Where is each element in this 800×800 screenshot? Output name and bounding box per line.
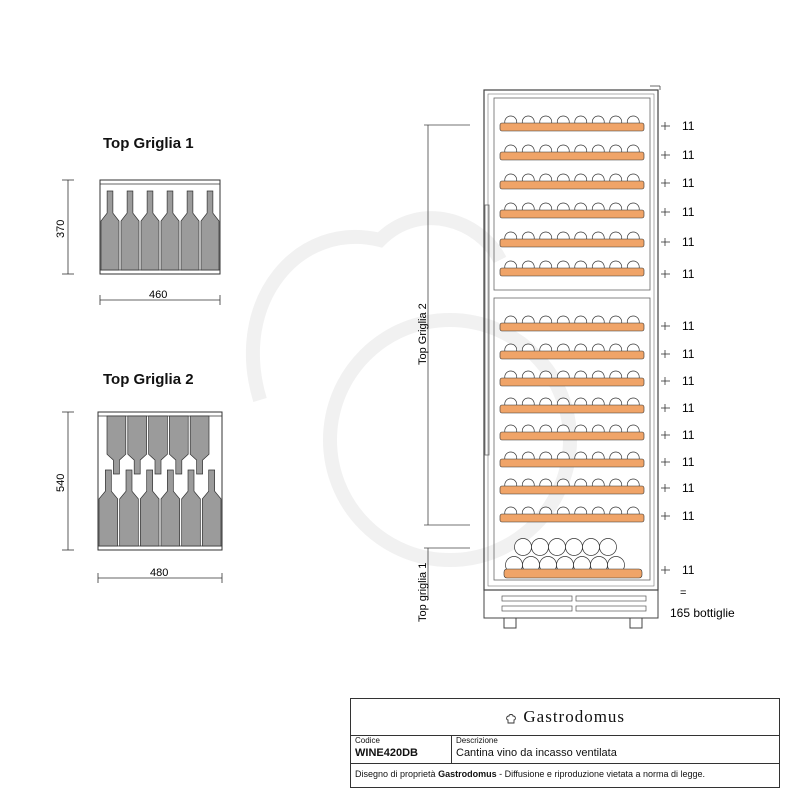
desc-value: Cantina vino da incasso ventilata bbox=[456, 747, 617, 759]
bottle bbox=[128, 416, 147, 474]
cabinet-plinth bbox=[484, 590, 658, 618]
shelf-rack bbox=[500, 239, 644, 247]
shelf-count: 11 bbox=[682, 563, 695, 577]
code-label: Codice bbox=[355, 736, 380, 745]
total-bottles: 165 bottiglie bbox=[670, 606, 735, 620]
grid1-title: Top Griglia 1 bbox=[103, 135, 194, 152]
shelf-count: 11 bbox=[682, 235, 695, 249]
shelf-count: 11 bbox=[682, 455, 695, 469]
shelf-rack bbox=[500, 378, 644, 386]
shelf bbox=[500, 203, 644, 218]
footer-post: - Diffusione e riproduzione vietata a norma di legge. bbox=[496, 769, 706, 779]
shelf bbox=[500, 507, 644, 522]
bottle bbox=[182, 470, 201, 546]
shelf-count: 11 bbox=[682, 374, 695, 388]
bottle bbox=[161, 470, 180, 546]
grid1-height-dim: 370 bbox=[55, 219, 67, 238]
code-cell bbox=[351, 735, 452, 763]
grid1-detail bbox=[55, 180, 220, 305]
bottle bbox=[201, 191, 219, 270]
footer-brand: Gastrodomus bbox=[438, 769, 497, 779]
shelf-rack bbox=[500, 323, 644, 331]
shelf-rack bbox=[500, 268, 644, 276]
cabinet-foot-left bbox=[504, 618, 516, 628]
desc-label: Descrizione bbox=[456, 736, 498, 745]
cabinet-label-grid2: Top Griglia 2 bbox=[417, 303, 429, 365]
bottle-end bbox=[515, 539, 532, 556]
shelf bbox=[500, 145, 644, 160]
shelf-rack bbox=[500, 405, 644, 413]
shelf-rack bbox=[504, 569, 642, 578]
shelf-count: 11 bbox=[682, 148, 695, 162]
shelf-rack bbox=[500, 351, 644, 359]
desc-cell bbox=[452, 735, 779, 763]
bottle bbox=[140, 470, 159, 546]
shelf bbox=[500, 116, 644, 131]
shelf-count: 11 bbox=[682, 401, 695, 415]
footer-pre: Disegno di proprietà bbox=[355, 769, 439, 779]
shelf-rack bbox=[500, 459, 644, 467]
shelf-count: 11 bbox=[682, 481, 695, 495]
bottle-end bbox=[600, 539, 617, 556]
code-desc-row bbox=[351, 735, 779, 764]
grid2-title: Top Griglia 2 bbox=[103, 371, 194, 388]
wine-cabinet bbox=[417, 86, 735, 628]
shelf-count: 11 bbox=[682, 319, 695, 333]
bottle bbox=[99, 470, 118, 546]
shelf bbox=[500, 398, 644, 413]
grid1-width-dim: 460 bbox=[149, 289, 168, 301]
brand-name: Gastrodomus bbox=[523, 707, 626, 726]
bottle bbox=[107, 416, 126, 474]
shelf-count: 11 bbox=[682, 428, 695, 442]
bottle-end bbox=[532, 539, 549, 556]
shelf-count: 11 bbox=[682, 267, 695, 281]
equals-sign: = bbox=[680, 587, 687, 599]
bottle-end bbox=[583, 539, 600, 556]
shelf-count: 11 bbox=[682, 176, 695, 190]
shelf bbox=[500, 316, 644, 331]
grid2-detail bbox=[55, 412, 222, 583]
shelf-count: 11 bbox=[682, 509, 695, 523]
shelf-rack bbox=[500, 432, 644, 440]
grid2-height-dim: 540 bbox=[55, 473, 67, 492]
shelf bbox=[500, 232, 644, 247]
bottle bbox=[169, 416, 188, 474]
shelf-rack bbox=[500, 123, 644, 131]
shelf-count: 11 bbox=[682, 119, 695, 133]
cabinet-label-grid1: Top griglia 1 bbox=[417, 562, 429, 622]
bottle-end bbox=[549, 539, 566, 556]
bottle bbox=[161, 191, 179, 270]
shelf bbox=[500, 479, 644, 494]
shelf-count: 11 bbox=[682, 347, 695, 361]
code-value: WINE420DB bbox=[355, 747, 418, 759]
shelf-rack bbox=[500, 514, 644, 522]
shelf bbox=[500, 174, 644, 189]
shelf bbox=[500, 371, 644, 386]
shelf-rack bbox=[500, 210, 644, 218]
shelf-count: 11 bbox=[682, 205, 695, 219]
bottle bbox=[121, 191, 139, 270]
bottle bbox=[120, 470, 139, 546]
brand-row bbox=[351, 699, 779, 736]
bottle-end bbox=[566, 539, 583, 556]
shelf-rack bbox=[500, 152, 644, 160]
bottle bbox=[190, 416, 209, 474]
bottle bbox=[141, 191, 159, 270]
bottle bbox=[202, 470, 221, 546]
shelf-rack bbox=[500, 486, 644, 494]
toque-icon bbox=[505, 712, 517, 724]
shelf bbox=[500, 261, 644, 276]
bottle bbox=[181, 191, 199, 270]
footer-note bbox=[355, 769, 705, 779]
bottom-shelf bbox=[504, 539, 642, 579]
bottle bbox=[101, 191, 119, 270]
shelf-rack bbox=[500, 181, 644, 189]
bottle bbox=[149, 416, 168, 474]
cabinet-foot-right bbox=[630, 618, 642, 628]
title-block bbox=[350, 698, 780, 788]
grid2-width-dim: 480 bbox=[150, 567, 169, 579]
